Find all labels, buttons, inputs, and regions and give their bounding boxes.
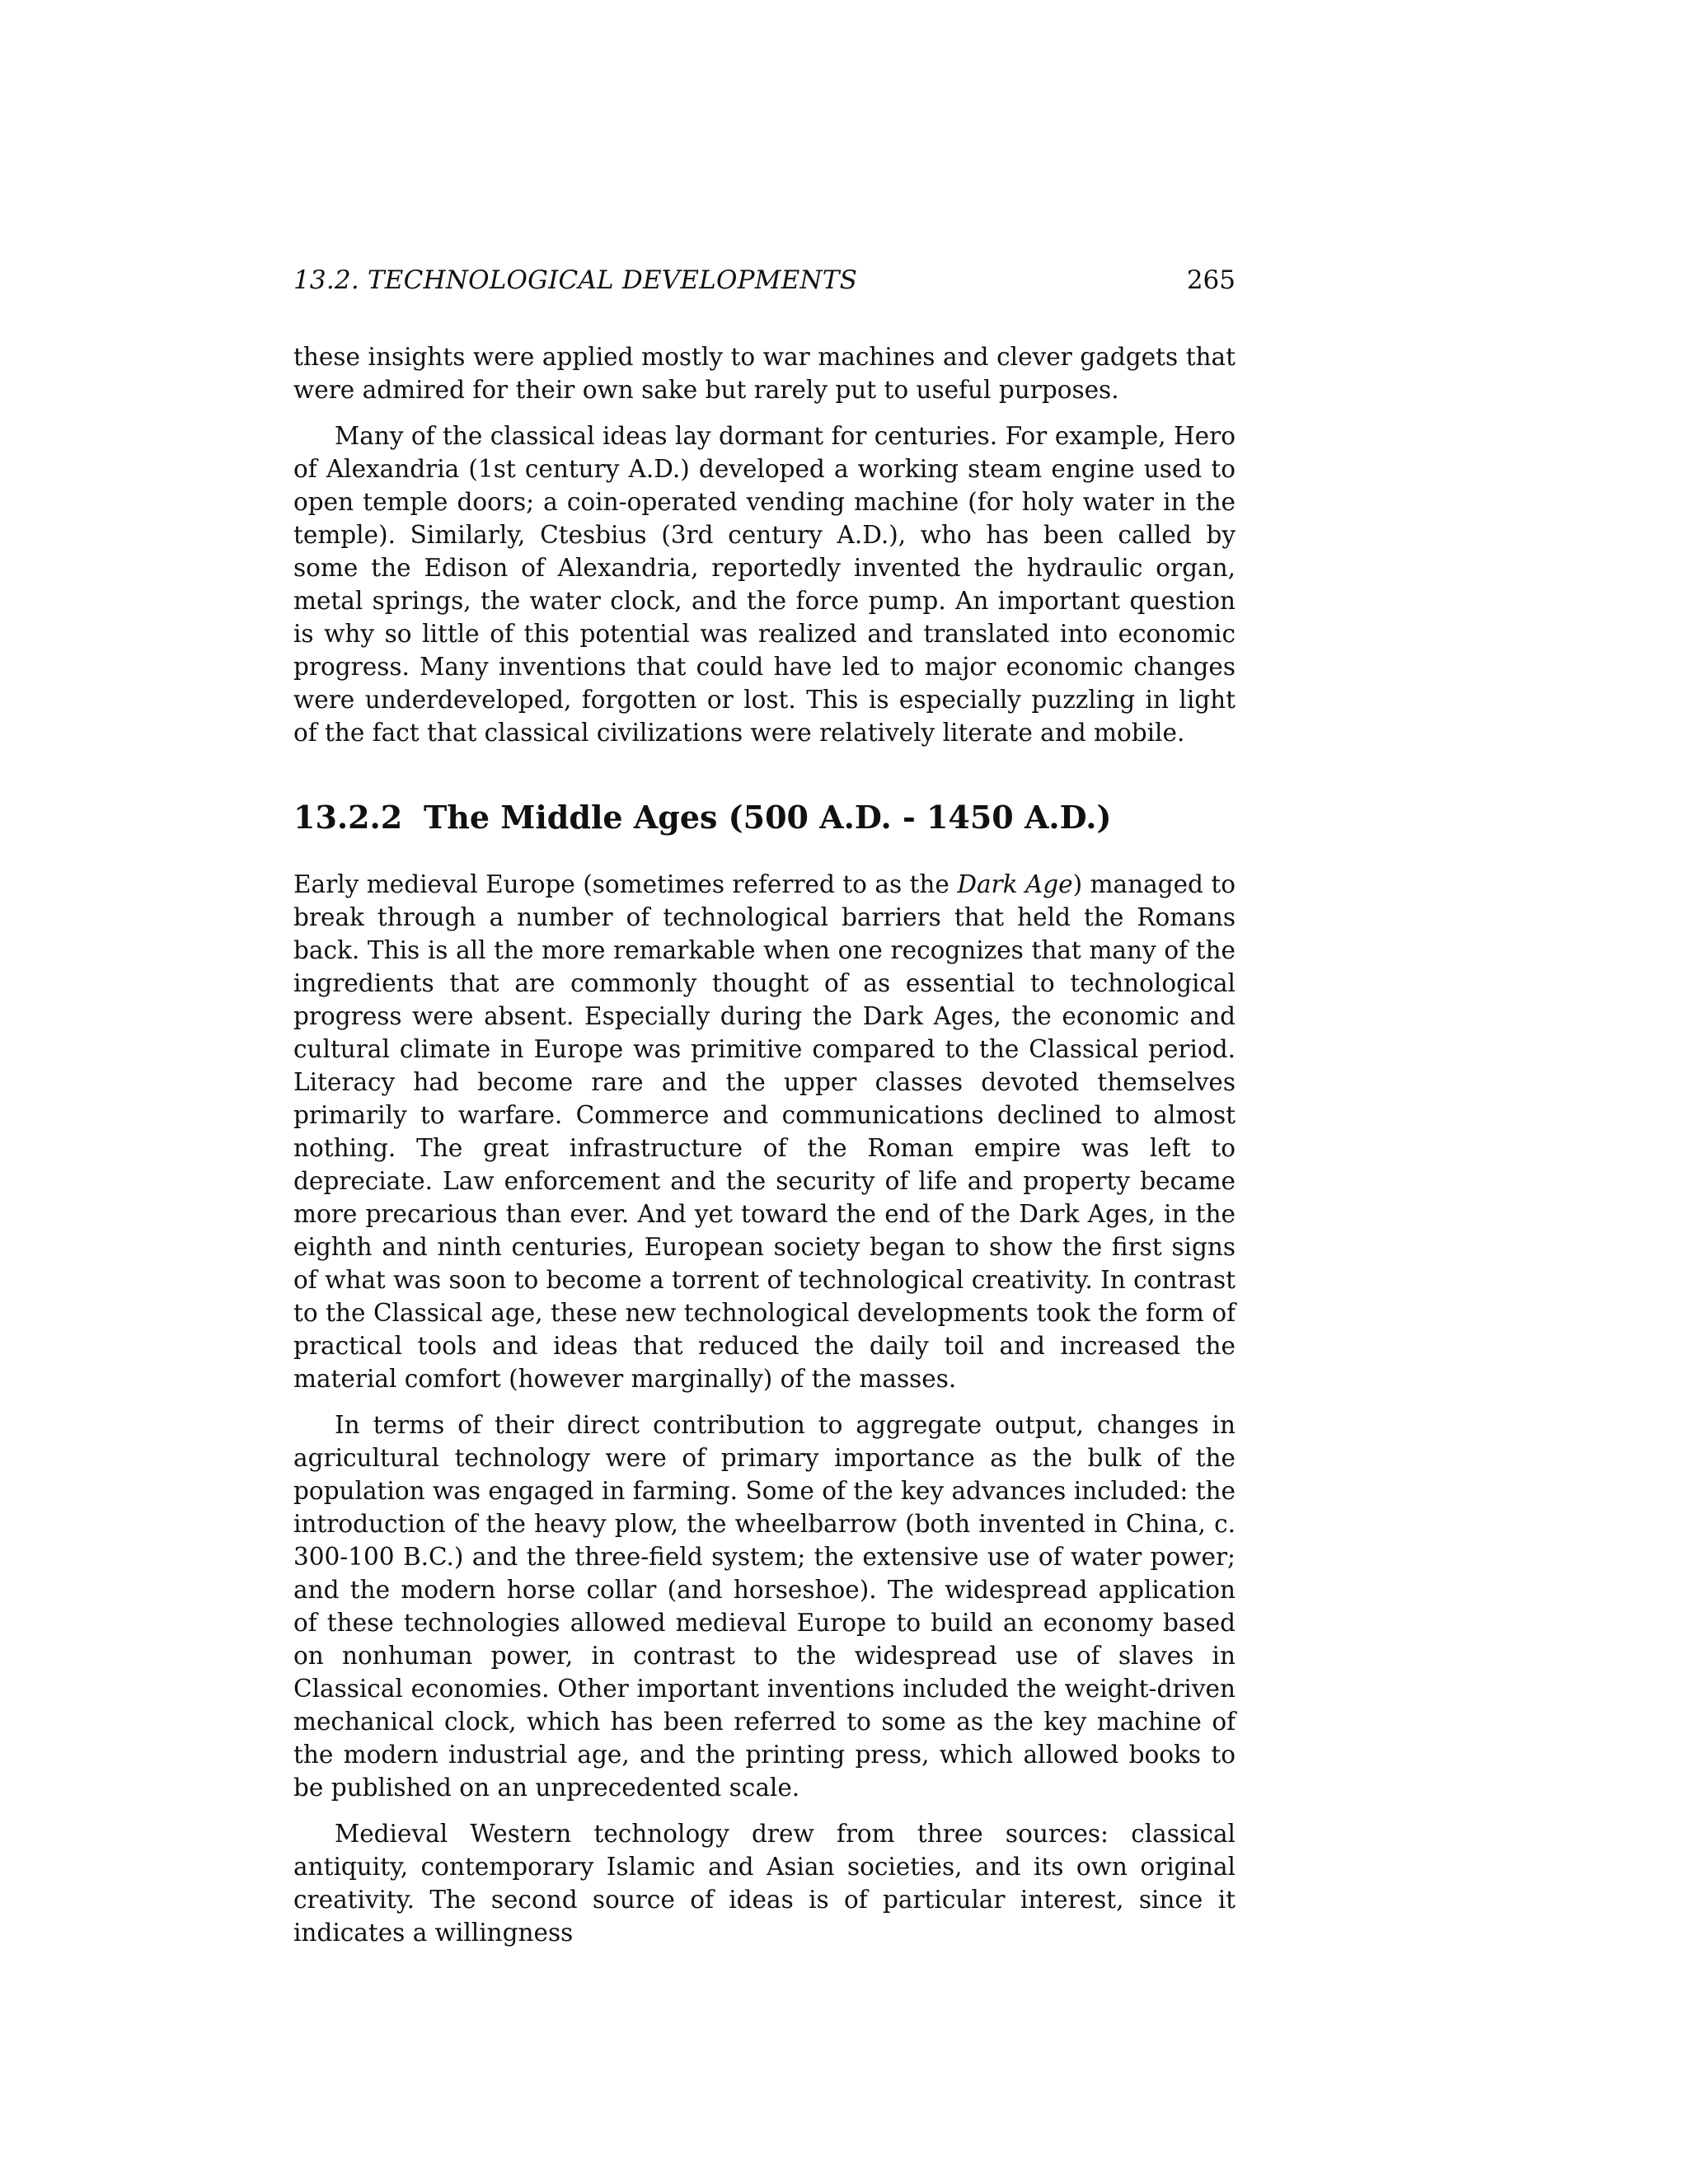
paragraph-medieval-sources: Medieval Western technology drew from three sources: classical antiquity, contemporary Islamic and Asian societies, and its own original creativity. The second source of ideas is of particular interest, since it indicates a willingness [293, 1820, 1236, 1947]
paragraph-dark-age-before: Early medieval Europe (sometimes referred to as the [293, 870, 958, 898]
paragraph-dark-age-after: ) managed to break through a number of technological barriers that held the Romans back. This is all the more remarkable when one recognizes that many of the ingredients that are commonly thought of as essential to technological progress were absent. Especially during the Dark Ages, the economic and cultural climate in Europe was primitive compared to the Classical period. Literacy had become rare and the upper classes devoted themselves primarily to warfare. Commerce and communications declined to almost nothing. The great infrastructure of the Roman empire was left to depreciate. Law enforcement and the security of life and property became more precarious than ever. And yet toward the end of the Dark Ages, in the eighth and ninth centuries, European society began to show the first signs of what was soon to become a torrent of technological creativity. In contrast to the Classical age, these new technological developments took the form of practical tools and ideas that reduced the daily toil and increased the material comfort (however marginally) of the masses. [293, 870, 1236, 1393]
body-text-section [293, 868, 1236, 1949]
paragraph-classical-ideas: Many of the classical ideas lay dormant for centuries. For example, Hero of Alexandria (1st century A.D.) developed a working steam engine used to open temple doors; a coin-operated vending machine (for holy water in the temple). Similarly, Ctesbius (3rd century A.D.), who has been called by some the Edison of Alexandria, reportedly invented the hydraulic organ, metal springs, the water clock, and the force pump. An important question is why so little of this potential was realized and translated into economic progress. Many inventions that could have led to major economic changes were underdeveloped, forgotten or lost. This is especially puzzling in light of the fact that classical civilizations were relatively literate and mobile. [293, 422, 1236, 747]
section-heading [293, 794, 1236, 841]
running-header-section: 13.2. TECHNOLOGICAL DEVELOPMENTS [293, 265, 858, 295]
dark-age-term: Dark Age [957, 870, 1073, 898]
section-number: 13.2.2 [293, 799, 403, 836]
paragraph-agricultural-technology: In terms of their direct contribution to aggregate output, changes in agricultural technology were of primary importance as the bulk of the population was engaged in farming. Some of the key advances included: the introduction of the heavy plow, the wheelbarrow (both invented in China, c. 300-100 B.C.) and the three-field system; the extensive use of water power; and the modern horse collar (and horseshoe). The widespread application of these technologies allowed medieval Europe to build an economy based on nonhuman power, in contrast to the widespread use of slaves in Classical economies. Other important inventions included the weight-driven mechanical clock, which has been referred to some as the key machine of the modern industrial age, and the printing press, which allowed books to be published on an unprecedented scale. [293, 1411, 1236, 1802]
running-header [293, 262, 1236, 298]
body-text-top [293, 340, 1236, 749]
paragraph-dark-age [293, 868, 1236, 1395]
section-title: The Middle Ages (500 A.D. - 1450 A.D.) [424, 799, 1112, 836]
paragraph-continued: these insights were applied mostly to war machines and clever gadgets that were admired for their own sake but rarely put to useful purposes. [293, 343, 1236, 404]
page-number: 265 [1186, 265, 1236, 295]
